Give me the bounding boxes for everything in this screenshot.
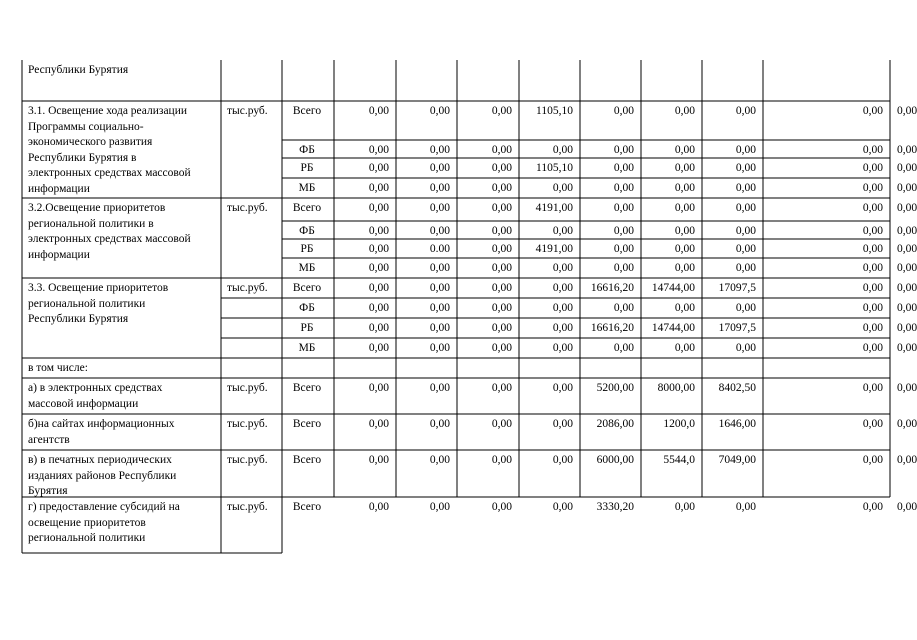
table-cell: 0,00 <box>429 182 450 194</box>
row-name: 3.2.Освещение приоритетов региональной политики в электронных средствах массовой информации <box>28 202 191 261</box>
table-cell: 0,00 <box>862 302 883 314</box>
table-cell: 0,00 <box>897 105 917 117</box>
row-unit: тыс.руб. <box>227 282 268 294</box>
row-unit: тыс.руб. <box>227 501 268 513</box>
table-cell: 17097,5 <box>718 282 756 294</box>
row-unit: тыс.руб. <box>227 382 268 394</box>
table-cell: 0,00 <box>862 342 883 354</box>
table-cell: 0,00 <box>491 322 512 334</box>
table-cell: 0,00 <box>613 162 634 174</box>
table-cell: 0,00 <box>862 202 883 214</box>
row-name: в) в печатных периодических изданиях районов Республики Бурятия <box>28 454 177 497</box>
row-funding-source: Всего <box>292 202 322 214</box>
row-unit: тыс.руб. <box>227 202 268 214</box>
table-cell: 16616,20 <box>590 282 634 294</box>
table-cell: 1200,0 <box>663 418 695 430</box>
row-funding-source: Всего <box>292 501 322 513</box>
table-cell: 2086,00 <box>596 418 634 430</box>
row-funding-source: ФБ <box>299 144 315 156</box>
table-cell: 0,00 <box>552 182 573 194</box>
table-cell: 0,00 <box>552 454 573 466</box>
table-cell: 0,00 <box>735 202 756 214</box>
table-cell: 16616,20 <box>590 322 634 334</box>
table-cell: 0,00 <box>613 182 634 194</box>
table-cell: 14744,00 <box>651 282 695 294</box>
table-cell: 0,00 <box>429 382 450 394</box>
table-cell: 0,00 <box>735 182 756 194</box>
table-cell: 0,00 <box>735 501 756 513</box>
table-cell: 8000,00 <box>657 382 695 394</box>
table-cell: 0,00 <box>368 262 389 274</box>
table-cell: 0,00 <box>735 302 756 314</box>
table-cell: 0,00 <box>491 243 512 255</box>
table-cell: 0,00 <box>862 105 883 117</box>
table-cell: 0,00 <box>862 225 883 237</box>
table-cell: 0,00 <box>674 105 695 117</box>
table-cell: 5200,00 <box>596 382 634 394</box>
row-unit: тыс.руб. <box>227 105 268 117</box>
table-cell: 0,00 <box>429 501 450 513</box>
table-cell: 0,00 <box>897 182 917 194</box>
table-cell: 7049,00 <box>718 454 756 466</box>
table-cell: 0,00 <box>897 322 917 334</box>
table-cell: 0,00 <box>897 454 917 466</box>
table-cell: 0,00 <box>491 501 512 513</box>
table-cell: 0,00 <box>552 342 573 354</box>
row-unit: тыс.руб. <box>227 418 268 430</box>
row-funding-source: РБ <box>300 162 314 174</box>
table-cell: 0,00 <box>429 322 450 334</box>
table-cell: 0,00 <box>491 454 512 466</box>
table-cell: 0,00 <box>862 282 883 294</box>
table-cell: 0,00 <box>613 144 634 156</box>
row-name: а) в электронных средствах массовой информации <box>28 382 163 410</box>
table-cell: 0,00 <box>613 202 634 214</box>
table-cell: 0,00 <box>429 454 450 466</box>
table-cell: 0,00 <box>368 162 389 174</box>
table-cell: 0,00 <box>429 162 450 174</box>
table-cell: 0,00 <box>674 342 695 354</box>
table-cell: 0,00 <box>429 342 450 354</box>
row-funding-source: ФБ <box>299 225 315 237</box>
table-cell: 0,00 <box>368 322 389 334</box>
table-cell: 0,00 <box>368 243 389 255</box>
table-cell: 0,00 <box>613 105 634 117</box>
table-cell: 0,00 <box>368 225 389 237</box>
table-cell: 0,00 <box>491 262 512 274</box>
row-funding-source: Всего <box>292 454 322 466</box>
table-cell: 0,00 <box>674 501 695 513</box>
table-cell: 0,00 <box>897 342 917 354</box>
row-funding-source: ФБ <box>299 302 315 314</box>
table-cell: 0,00 <box>897 225 917 237</box>
table-cell: 0,00 <box>552 262 573 274</box>
table-cell: 0,00 <box>368 342 389 354</box>
table-cell: 0,00 <box>735 144 756 156</box>
table-cell: 0,00 <box>613 225 634 237</box>
table-cell: 0,00 <box>897 162 917 174</box>
table-cell: 0,00 <box>552 144 573 156</box>
table-cell: 0,00 <box>552 302 573 314</box>
table-cell: 0,00 <box>897 243 917 255</box>
table-cell: 0,00 <box>862 182 883 194</box>
table-cell: 0,00 <box>368 418 389 430</box>
table-cell: 0,00 <box>429 282 450 294</box>
table-cell: 0,00 <box>552 282 573 294</box>
table-cell: 0,00 <box>491 162 512 174</box>
table-cell: 0,00 <box>897 418 917 430</box>
table-cell: 0,00 <box>613 243 634 255</box>
table-cell: 0,00 <box>368 144 389 156</box>
table-cell: 0,00 <box>862 454 883 466</box>
table-cell: 17097,5 <box>718 322 756 334</box>
table-cell: 0.00 <box>429 243 450 255</box>
table-cell: 0,00 <box>613 262 634 274</box>
table-cell: 1105,10 <box>536 105 573 117</box>
table-cell: 0,00 <box>897 144 917 156</box>
table-cell: 0,00 <box>674 144 695 156</box>
table-cell: 8402,50 <box>718 382 756 394</box>
table-cell: 0,00 <box>674 182 695 194</box>
row-funding-source: Всего <box>292 418 322 430</box>
table-cell: 0,00 <box>735 262 756 274</box>
table-cell: 0,00 <box>862 162 883 174</box>
table-cell: 0,00 <box>674 225 695 237</box>
table-cell: 0,00 <box>897 262 917 274</box>
row-funding-source: МБ <box>298 342 316 354</box>
table-cell: 0,00 <box>674 162 695 174</box>
table-cell: 0,00 <box>491 302 512 314</box>
table-cell: 0,00 <box>491 202 512 214</box>
table-cell: 0,00 <box>368 501 389 513</box>
table-cell: 0,00 <box>552 418 573 430</box>
table-cell: 0,00 <box>491 144 512 156</box>
table-cell: 0,00 <box>552 322 573 334</box>
table-cell: 0,00 <box>491 342 512 354</box>
row-funding-source: Всего <box>292 282 322 294</box>
table-cell: 0,00 <box>862 144 883 156</box>
row-funding-source: РБ <box>300 243 314 255</box>
table-cell: 0,00 <box>735 243 756 255</box>
table-cell: 5544,0 <box>663 454 695 466</box>
table-cell: 0,00 <box>491 225 512 237</box>
table-cell: 0,00 <box>429 418 450 430</box>
row-funding-source: Всего <box>292 382 322 394</box>
row-funding-source: МБ <box>298 182 316 194</box>
table-cell: 0,00 <box>897 382 917 394</box>
table-cell: 1646,00 <box>718 418 756 430</box>
table-cell: 0,00 <box>735 105 756 117</box>
table-cell: 0,00 <box>897 202 917 214</box>
table-cell: 0,00 <box>491 182 512 194</box>
table-cell: 0,00 <box>897 302 917 314</box>
table-cell: 0,00 <box>368 182 389 194</box>
table-cell: 0,00 <box>897 501 917 513</box>
table-cell: 0,00 <box>429 105 450 117</box>
table-cell: 0,00 <box>674 202 695 214</box>
table-cell: 0,00 <box>429 202 450 214</box>
table-cell: 0,00 <box>862 262 883 274</box>
table-cell: 0,00 <box>613 342 634 354</box>
row-funding-source: РБ <box>300 322 314 334</box>
table-cell: 0,00 <box>862 418 883 430</box>
row-name: 3.1. Освещение хода реализации Программы социально- экономического развития Республики Бурятия в электронных средствах массовой информации <box>28 105 191 195</box>
table-cell: 0,00 <box>552 382 573 394</box>
table-cell: 0,00 <box>674 302 695 314</box>
table-cell: 0,00 <box>862 382 883 394</box>
table-cell: 0,00 <box>368 382 389 394</box>
row-name: Республики Бурятия <box>28 64 129 76</box>
table-cell: 0,00 <box>897 282 917 294</box>
table-cell: 0,00 <box>429 262 450 274</box>
table-cell: 0,00 <box>429 144 450 156</box>
table-cell: 1105,10 <box>536 162 573 174</box>
row-funding-source: МБ <box>298 262 316 274</box>
table-cell: 0,00 <box>862 243 883 255</box>
table-cell: 0,00 <box>552 501 573 513</box>
table-cell: 0,00 <box>368 302 389 314</box>
table-cell: 0,00 <box>368 105 389 117</box>
table-cell: 0,00 <box>862 322 883 334</box>
table-cell: 0,00 <box>491 282 512 294</box>
row-name: б)на сайтах информационных агентств <box>28 418 175 446</box>
table-cell: 4191,00 <box>535 202 573 214</box>
table-cell: 0,00 <box>613 302 634 314</box>
table-cell: 0,00 <box>674 243 695 255</box>
table-cell: 0,00 <box>735 225 756 237</box>
table-cell: 0,00 <box>491 105 512 117</box>
table-cell: 0,00 <box>491 418 512 430</box>
table-cell: 0,00 <box>429 302 450 314</box>
table-cell: 14744,00 <box>651 322 695 334</box>
row-name: г) предоставление субсидий на освещение приоритетов региональной политики <box>28 501 180 544</box>
table-cell: 0,00 <box>862 501 883 513</box>
table-cell: 0,00 <box>552 225 573 237</box>
row-name: 3.3. Освещение приоритетов региональной политики Республики Бурятия <box>28 282 169 325</box>
table-cell: 0,00 <box>429 225 450 237</box>
table-cell: 0,00 <box>368 454 389 466</box>
table-cell: 0,00 <box>674 262 695 274</box>
table-cell: 3330,20 <box>596 501 634 513</box>
table-cell: 0,00 <box>491 382 512 394</box>
table-cell: 0,00 <box>368 282 389 294</box>
table-cell: 4191,00 <box>535 243 573 255</box>
table-cell: 0,00 <box>735 342 756 354</box>
row-funding-source: Всего <box>292 105 322 117</box>
row-unit: тыс.руб. <box>227 454 268 466</box>
table-cell: 0,00 <box>368 202 389 214</box>
table-cell: 6000,00 <box>596 454 634 466</box>
row-name: в том числе: <box>28 362 88 374</box>
table-cell: 0,00 <box>735 162 756 174</box>
